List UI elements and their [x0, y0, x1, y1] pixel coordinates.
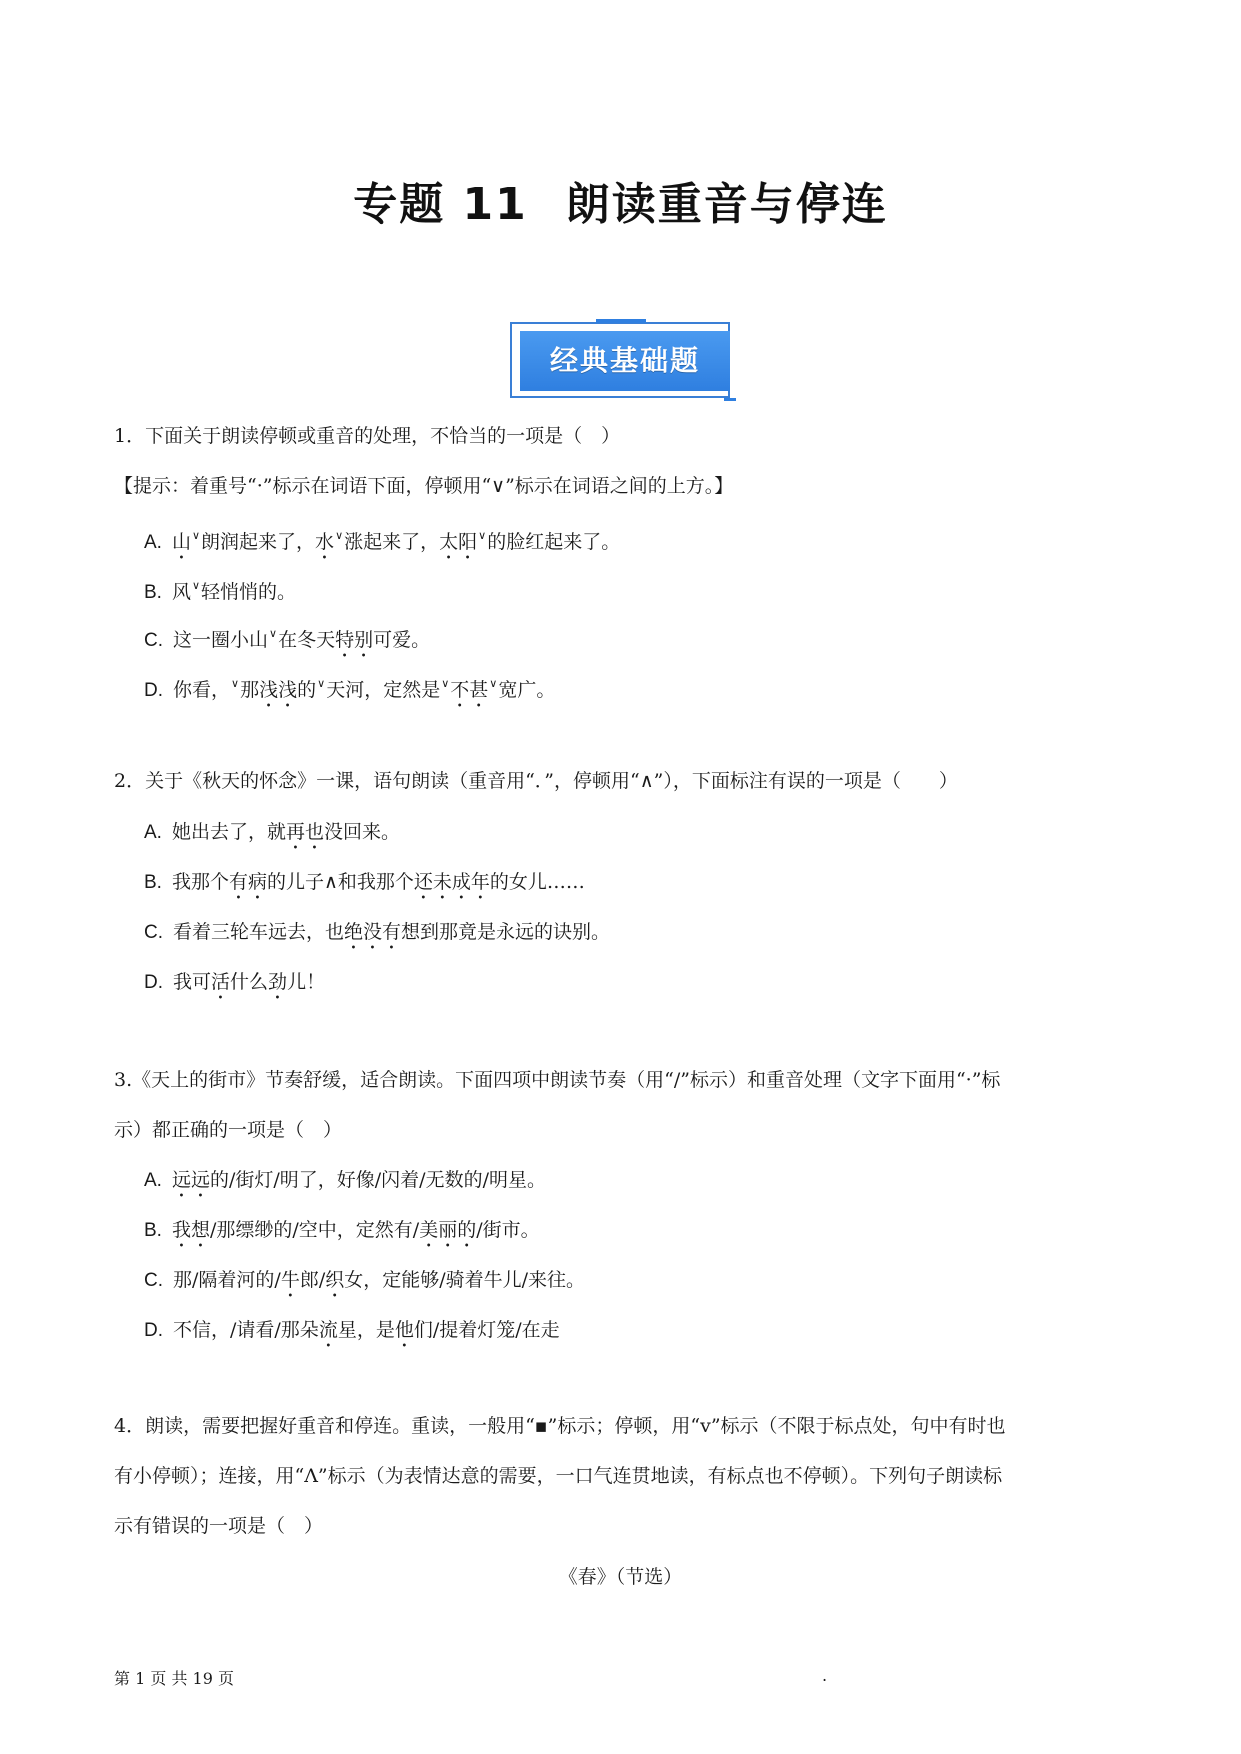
option-letter: D. [144, 972, 163, 993]
option-letter: B. [144, 582, 162, 603]
question-1-hint: 【提示：着重号“·”标示在词语下面，停顿用“∨”标示在词语之间的上方。】 [114, 475, 734, 497]
option-letter: A. [144, 1170, 162, 1191]
option-letter: C. [144, 922, 163, 943]
question-1-option-a: A. 山∨朗润起来了，水∨涨起来了，太阳∨的脸红起来了。 [144, 529, 621, 553]
option-letter: D. [144, 680, 163, 701]
option-letter: D. [144, 1320, 163, 1341]
option-letter: B. [144, 872, 162, 893]
question-2-option-d: D. 我可活什么劲儿！ [144, 971, 326, 993]
question-4-stem-line-1: 4．朗读，需要把握好重音和停连。重读，一般用“▪”标示；停顿，用“v”标示（不限于标点处，句中有时也 [114, 1415, 1006, 1437]
question-2-option-c: C. 看着三轮车远去，也绝没有想到那竟是永远的诀别。 [144, 921, 611, 943]
question-1-option-d: D. 你看，∨那浅浅的∨天河，定然是∨不甚∨宽广。 [144, 677, 556, 701]
page-footer: 第 1 页 共 19 页 [114, 1669, 234, 1688]
question-2-option-a: A. 她出去了，就再也没回来。 [144, 821, 400, 843]
title-prefix: 专题 11 [353, 179, 528, 230]
option-letter: C. [144, 630, 163, 651]
question-2-option-b: B. 我那个有病的儿子∧和我那个还未成年的女儿…… [144, 871, 585, 893]
question-3-stem-line-1: 3.《天上的街市》节奏舒缓，适合朗读。下面四项中朗读节奏（用“/”标示）和重音处理（文字下面用“·”标 [114, 1069, 1001, 1091]
question-3-option-d: D. 不信，/请看/那朵流星，是他们/提着灯笼/在走 [144, 1319, 560, 1341]
option-letter: A. [144, 822, 162, 843]
question-2-stem: 2．关于《秋天的怀念》一课，语句朗读（重音用“．”，停顿用“∧”），下面标注有误的一项是（ ） [114, 770, 958, 792]
title-main: 朗读重音与停连 [565, 179, 888, 230]
question-3-stem-line-2: 示）都正确的一项是（ ） [114, 1119, 343, 1141]
banner-label: 经典基础题 [520, 331, 730, 391]
option-letter: C. [144, 1270, 163, 1291]
option-letter: B. [144, 1220, 162, 1241]
question-3-option-b: B. 我想/那缥缈的/空中，定然有/美丽的/街市。 [144, 1219, 540, 1241]
question-1-stem: 1．下面关于朗读停顿或重音的处理，不恰当的一项是（ ） [114, 425, 621, 447]
question-1-option-c: C. 这一圈小山∨在冬天特别可爱。 [144, 627, 431, 651]
question-3-option-c: C. 那/隔着河的/牛郎/织女，定能够/骑着牛儿/来往。 [144, 1269, 586, 1291]
option-letter: A. [144, 532, 162, 553]
question-4-stem-line-3: 示有错误的一项是（ ） [114, 1515, 324, 1537]
question-3-option-a: A. 远远的/街灯/明了，好像/闪着/无数的/明星。 [144, 1169, 546, 1191]
question-4-subtitle: 《春》（节选） [558, 1566, 683, 1588]
question-1-option-b: B. 风∨轻悄悄的。 [144, 579, 297, 603]
section-banner [510, 322, 734, 402]
page-title [0, 168, 1241, 232]
question-4-stem-line-2: 有小停顿）；连接，用“Λ”标示（为表情达意的需要，一口气连贯地读，有标点也不停顿）。下列句子朗读标 [114, 1465, 1003, 1487]
footer-dot: . [822, 1666, 828, 1685]
